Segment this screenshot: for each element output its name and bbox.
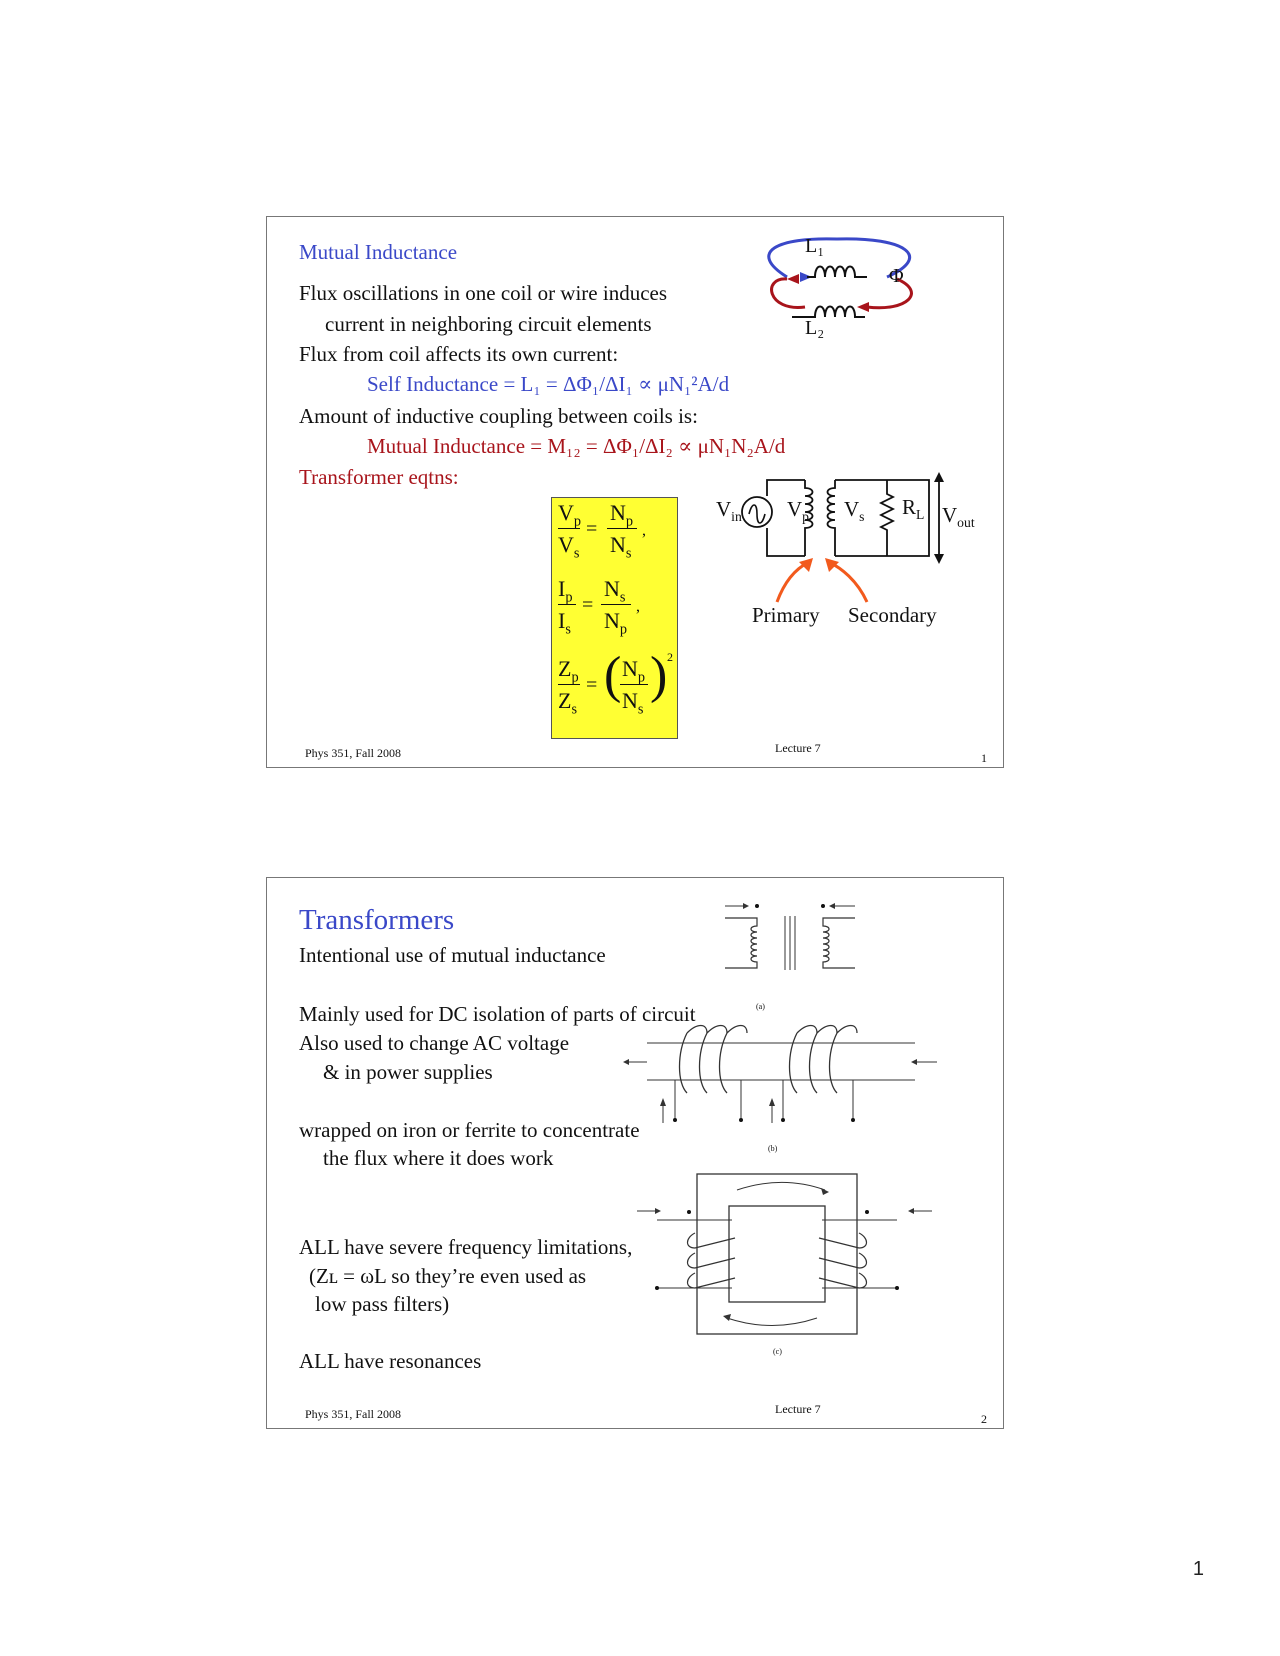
load-resistor bbox=[881, 480, 893, 556]
footer-course: Phys 351, Fall 2008 bbox=[305, 1407, 402, 1421]
comma: , bbox=[642, 522, 646, 539]
transformer-figure-a bbox=[705, 888, 875, 998]
vs-label: $V_s$ bbox=[844, 497, 865, 525]
vout-label: $V_{out}$ bbox=[942, 503, 975, 531]
arrow-icon bbox=[934, 554, 944, 564]
vin-label: $V_{in}$ bbox=[716, 497, 742, 525]
text-line: the flux where it does work bbox=[323, 1146, 554, 1170]
text-line: Flux from coil affects its own current: bbox=[299, 342, 619, 366]
slide-number: 1 bbox=[981, 751, 987, 765]
page-number: 1 bbox=[1192, 1558, 1204, 1580]
arrow-icon bbox=[787, 274, 799, 284]
text-line: Mainly used for DC isolation of parts of circuit bbox=[299, 1002, 696, 1026]
text-line: low pass filters) bbox=[315, 1292, 450, 1316]
fraction-bar bbox=[558, 684, 580, 685]
eq3-numerator-left: $Z_p$ bbox=[558, 656, 579, 686]
transformer-label: Transformer eqtns: bbox=[299, 465, 459, 489]
slide-title: Mutual Inductance bbox=[299, 240, 458, 264]
fraction-bar bbox=[558, 528, 580, 529]
figure-b-caption: (b) bbox=[768, 1144, 778, 1153]
fraction-bar bbox=[607, 528, 637, 529]
coil-l1 bbox=[807, 267, 867, 278]
transformer-circuit bbox=[717, 472, 987, 612]
footer-lecture: Lecture 7 bbox=[775, 1402, 821, 1416]
slide-1 bbox=[266, 216, 1004, 768]
text-line: & in power supplies bbox=[323, 1060, 493, 1084]
secondary-label: Secondary bbox=[848, 603, 937, 627]
arrow-icon bbox=[857, 302, 869, 312]
equals-sign: = bbox=[586, 674, 598, 696]
eq3-denominator-left: $Z_s$ bbox=[558, 688, 578, 718]
self-inductance-formula: Self Inductance = L₁ = ΔΦ₁/ΔI₁ ∝ μN₁²A/d bbox=[367, 372, 730, 396]
primary-label: Primary bbox=[752, 603, 820, 627]
paren-left: ( bbox=[604, 647, 622, 704]
equals-sign: = bbox=[586, 518, 598, 540]
eq2-numerator-right: $N_s$ bbox=[604, 576, 626, 606]
figure-a-caption: (a) bbox=[756, 1002, 765, 1011]
arrow-icon bbox=[799, 558, 813, 572]
fraction-bar bbox=[620, 684, 648, 685]
eq1-denominator-left: $V_s$ bbox=[558, 532, 580, 562]
text-line: Flux oscillations in one coil or wire induces bbox=[299, 281, 668, 305]
comma: , bbox=[636, 598, 640, 615]
eq1-numerator-right: $N_p$ bbox=[610, 500, 634, 530]
equals-sign: = bbox=[582, 594, 594, 616]
text-line: Amount of inductive coupling between coils is: bbox=[299, 404, 698, 428]
eq1-numerator-left: $V_p$ bbox=[558, 500, 582, 530]
coil-l1-label: L₁ bbox=[805, 235, 825, 257]
slide-title: Transformers bbox=[299, 904, 455, 936]
text-line: ALL have severe frequency limitations, bbox=[299, 1235, 633, 1259]
coil-l2-label: L₂ bbox=[805, 317, 825, 339]
eq2-numerator-left: $I_p$ bbox=[558, 576, 573, 606]
slide-number: 2 bbox=[981, 1412, 987, 1426]
flux-loop-red-left bbox=[772, 279, 805, 308]
slide-2 bbox=[266, 877, 1004, 1429]
coupled-coils-diagram bbox=[757, 227, 957, 347]
arrow-icon bbox=[934, 472, 944, 482]
text-line: Also used to change AC voltage bbox=[299, 1031, 570, 1055]
eq3-denominator-right: $N_s$ bbox=[622, 688, 644, 718]
text-line: wrapped on iron or ferrite to concentrate bbox=[299, 1118, 640, 1142]
transformer-figure-c bbox=[627, 1168, 947, 1358]
transformer-equations-box bbox=[551, 497, 678, 739]
rl-label: $R_L$ bbox=[902, 495, 925, 523]
exponent: 2 bbox=[667, 650, 673, 664]
transformer-figure-b bbox=[617, 1018, 937, 1143]
text-line: (Zʟ = ωL so they’re even used as bbox=[309, 1264, 587, 1288]
eq2-denominator-left: $I_s$ bbox=[558, 608, 571, 638]
figure-c-caption: (c) bbox=[773, 1347, 782, 1356]
text-line: current in neighboring circuit elements bbox=[325, 312, 652, 336]
vp-label: $V_p$ bbox=[787, 497, 809, 525]
text-line: Intentional use of mutual inductance bbox=[299, 943, 606, 967]
footer-course: Phys 351, Fall 2008 bbox=[305, 746, 402, 760]
footer-lecture: Lecture 7 bbox=[775, 741, 821, 755]
text-line: ALL have resonances bbox=[299, 1349, 482, 1373]
fraction-bar bbox=[558, 604, 576, 605]
eq1-denominator-right: $N_s$ bbox=[610, 532, 632, 562]
secondary-coil bbox=[828, 480, 836, 556]
eq2-denominator-right: $N_p$ bbox=[604, 608, 628, 638]
flux-label: Φ bbox=[889, 265, 904, 287]
paren-right: ) bbox=[650, 647, 668, 704]
mutual-inductance-formula: Mutual Inductance = M₁₂ = ΔΦ₁/ΔI₂ ∝ μN₁N₂A/d bbox=[367, 434, 786, 458]
fraction-bar bbox=[601, 604, 631, 605]
eq3-numerator-right: $N_p$ bbox=[622, 656, 646, 686]
